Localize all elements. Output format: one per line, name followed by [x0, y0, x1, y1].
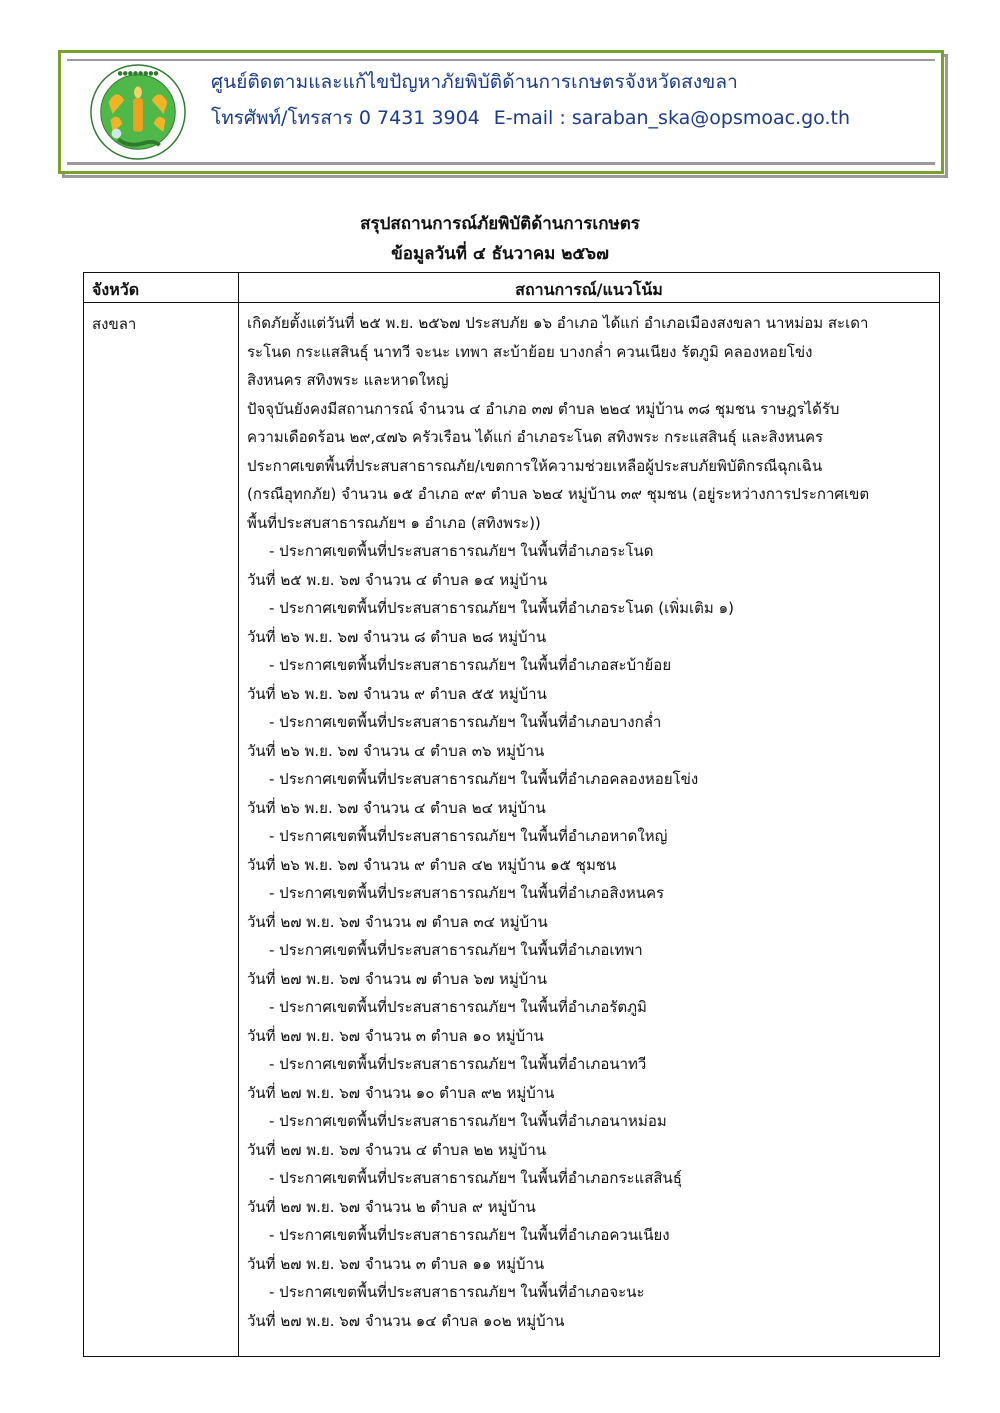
- column-divider: [238, 273, 239, 1356]
- declaration-detail: วันที่ ๒๖ พ.ย. ๖๗ จำนวน ๔ ตำบล ๒๔ หมู่บ้าน: [247, 798, 546, 817]
- document-title: สรุปสถานการณ์ภัยพิบัติด้านการเกษตร: [360, 214, 640, 234]
- declaration-item: - ประกาศเขตพื้นที่ประสบสาธารณภัยฯ ในพื้นที่อำเภอจะนะ: [269, 1283, 645, 1301]
- declaration-item: - ประกาศเขตพื้นที่ประสบสาธารณภัยฯ ในพื้นที่อำเภอสิงหนคร: [269, 884, 665, 902]
- declaration-detail: วันที่ ๒๖ พ.ย. ๖๗ จำนวน ๙ ตำบล ๕๕ หมู่บ้าน: [247, 684, 547, 703]
- declaration-item: - ประกาศเขตพื้นที่ประสบสาธารณภัยฯ ในพื้นที่อำเภอควนเนียง: [269, 1226, 670, 1244]
- phone-fax: โทรศัพท์/โทรสาร 0 7431 3904: [211, 107, 480, 129]
- svg-text:●●●●●●●●: ●●●●●●●●: [117, 70, 159, 77]
- declaration-detail: วันที่ ๒๗ พ.ย. ๖๗ จำนวน ๗ ตำบล ๖๗ หมู่บ้าน: [247, 969, 547, 988]
- declaration-item: - ประกาศเขตพื้นที่ประสบสาธารณภัยฯ ในพื้นที่อำเภอหาดใหญ่: [269, 827, 668, 845]
- declaration-item: - ประกาศเขตพื้นที่ประสบสาธารณภัยฯ ในพื้นที่อำเภอกระแสสินธุ์: [269, 1169, 682, 1187]
- letterhead-frame: [58, 50, 944, 174]
- bullet-item: ปัจจุบันยังคงมีสถานการณ์ จำนวน ๔ อำเภอ ๓๗ ตำบล ๒๒๔ หมู่บ้าน ๓๘ ชุมชน ราษฎรได้รับ: [247, 399, 840, 418]
- email-address[interactable]: E-mail : saraban_ska@opsmoac.go.th: [493, 107, 850, 129]
- declaration-item: - ประกาศเขตพื้นที่ประสบสาธารณภัยฯ ในพื้นที่อำเภอคลองหอยโข่ง: [269, 770, 699, 788]
- situation-table: [83, 272, 940, 1357]
- declaration-detail: วันที่ ๒๖ พ.ย. ๖๗ จำนวน ๙ ตำบล ๔๒ หมู่บ้าน ๑๕ ชุมชน: [247, 855, 617, 874]
- letterhead: [58, 50, 944, 174]
- declaration-detail: วันที่ ๒๗ พ.ย. ๖๗ จำนวน ๑๐ ตำบล ๙๒ หมู่บ้าน: [247, 1083, 555, 1102]
- declaration-detail: วันที่ ๒๗ พ.ย. ๖๗ จำนวน ๗ ตำบล ๓๔ หมู่บ้าน: [247, 912, 548, 931]
- declaration-detail: วันที่ ๒๗ พ.ย. ๖๗ จำนวน ๑๔ ตำบล ๑๐๒ หมู่บ้าน: [247, 1311, 565, 1330]
- declaration-item: - ประกาศเขตพื้นที่ประสบสาธารณภัยฯ ในพื้นที่อำเภอนาหม่อม: [269, 1112, 667, 1130]
- bullet-continuation: ระโนด กระแสสินธุ์ นาทวี จะนะ เทพา สะบ้าย้อย บางกล่ำ ควนเนียง รัตภูมิ คลองหอยโข่ง: [247, 342, 813, 361]
- declaration-detail: วันที่ ๒๖ พ.ย. ๖๗ จำนวน ๔ ตำบล ๓๖ หมู่บ้าน: [247, 741, 545, 760]
- bullet-continuation: พื้นที่ประสบสาธารณภัยฯ ๑ อำเภอ (สทิงพระ)): [247, 513, 541, 532]
- bullet-item: ประกาศเขตพื้นที่ประสบสาธารณภัย/เขตการให้ความช่วยเหลือผู้ประสบภัยพิบัติกรณีฉุกเฉิน: [247, 456, 823, 475]
- ministry-seal-logo-icon: [89, 63, 187, 161]
- declaration-detail: วันที่ ๒๗ พ.ย. ๖๗ จำนวน ๒ ตำบล ๙ หมู่บ้าน: [247, 1197, 536, 1216]
- bullet-continuation: ความเดือดร้อน ๒๙,๔๗๖ ครัวเรือน ได้แก่ อำเภอระโนด สทิงพระ กระแสสินธุ์ และสิงหนคร: [247, 428, 824, 446]
- declaration-detail: วันที่ ๒๖ พ.ย. ๖๗ จำนวน ๘ ตำบล ๒๘ หมู่บ้าน: [247, 627, 547, 646]
- declaration-detail: วันที่ ๒๗ พ.ย. ๖๗ จำนวน ๓ ตำบล ๑๐ หมู่บ้าน: [247, 1026, 544, 1045]
- situation-cell: [247, 309, 931, 1335]
- declaration-item: - ประกาศเขตพื้นที่ประสบสาธารณภัยฯ ในพื้นที่อำเภอบางกล่ำ: [269, 713, 662, 731]
- declaration-item: - ประกาศเขตพื้นที่ประสบสาธารณภัยฯ ในพื้นที่อำเภอสะบ้าย้อย: [269, 656, 672, 674]
- declaration-item: - ประกาศเขตพื้นที่ประสบสาธารณภัยฯ ในพื้นที่อำเภอระโนด (เพิ่มเติม ๑): [269, 599, 734, 617]
- declaration-item: - ประกาศเขตพื้นที่ประสบสาธารณภัยฯ ในพื้นที่อำเภอรัตภูมิ: [269, 998, 647, 1016]
- declaration-detail: วันที่ ๒๕ พ.ย. ๖๗ จำนวน ๔ ตำบล ๑๔ หมู่บ้าน: [247, 570, 548, 589]
- bullet-continuation: สิงหนคร สทิงพระ และหาดใหญ่: [247, 371, 449, 389]
- header-province: จังหวัด: [92, 280, 140, 299]
- contact-line: [211, 103, 850, 133]
- declaration-item: - ประกาศเขตพื้นที่ประสบสาธารณภัยฯ ในพื้นที่อำเภอระโนด: [269, 542, 654, 560]
- declaration-detail: วันที่ ๒๗ พ.ย. ๖๗ จำนวน ๔ ตำบล ๒๒ หมู่บ้าน: [247, 1140, 547, 1159]
- declaration-item: - ประกาศเขตพื้นที่ประสบสาธารณภัยฯ ในพื้นที่อำเภอเทพา: [269, 941, 643, 959]
- organization-name: ศูนย์ติดตามและแก้ไขปัญหาภัยพิบัติด้านการเกษตรจังหวัดสงขลา: [211, 71, 738, 93]
- bullet-continuation: (กรณีอุทกภัย) จำนวน ๑๕ อำเภอ ๙๙ ตำบล ๖๒๔ หมู่บ้าน ๓๙ ชุมชน (อยู่ระหว่างการประกาศเขต: [247, 485, 870, 503]
- table-header-row: [84, 273, 939, 303]
- document-date: ข้อมูลวันที่ ๔ ธันวาคม ๒๕๖๗: [391, 244, 609, 264]
- bullet-item: เกิดภัยตั้งแต่วันที่ ๒๕ พ.ย. ๒๕๖๗ ประสบภัย ๑๖ อำเภอ ได้แก่ อำเภอเมืองสงขลา นาหม่อม สะเดา: [247, 314, 869, 332]
- declaration-item: - ประกาศเขตพื้นที่ประสบสาธารณภัยฯ ในพื้นที่อำเภอนาทวี: [269, 1055, 647, 1073]
- province-cell: สงขลา: [92, 315, 137, 333]
- declaration-detail: วันที่ ๒๗ พ.ย. ๖๗ จำนวน ๓ ตำบล ๑๑ หมู่บ้าน: [247, 1254, 545, 1273]
- header-situation: สถานการณ์/แนวโน้ม: [515, 280, 663, 299]
